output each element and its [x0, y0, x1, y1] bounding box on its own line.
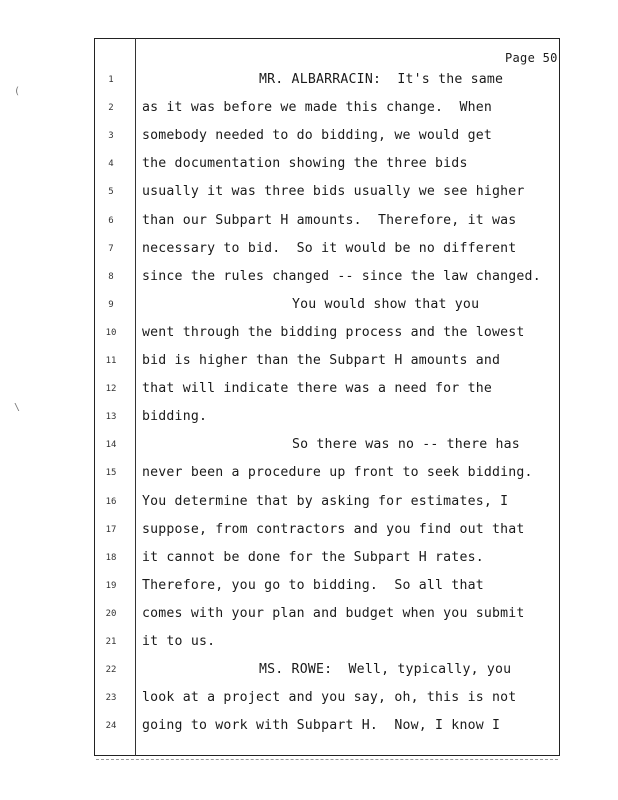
- transcript-line: bid is higher than the Subpart H amounts and: [142, 353, 501, 368]
- line-number: 12: [105, 384, 117, 395]
- transcript-line: MR. ALBARRACIN: It's the same: [259, 72, 504, 87]
- line-number: 23: [105, 693, 117, 704]
- line-number: 10: [105, 327, 117, 338]
- transcript-line: comes with your plan and budget when you submit: [142, 605, 525, 621]
- line-number: 4: [108, 159, 114, 170]
- line-number: 9: [108, 299, 114, 310]
- line-number: 16: [105, 496, 117, 507]
- transcript-line: as it was before we made this change. When: [142, 100, 493, 116]
- line-number: 8: [108, 271, 114, 282]
- line-number: 13: [105, 412, 117, 423]
- line-number: 18: [105, 552, 117, 563]
- page-number: Page 50: [505, 51, 558, 65]
- line-number: 5: [108, 187, 114, 198]
- transcript-line: You determine that by asking for estimates, I: [142, 493, 509, 509]
- line-number-margin-rule: [135, 38, 136, 756]
- transcript-line: somebody needed to do bidding, we would get: [142, 128, 493, 144]
- line-number: 14: [105, 440, 117, 451]
- transcript-line: You would show that you: [292, 296, 480, 312]
- line-number: 3: [108, 131, 114, 142]
- transcript-line: usually it was three bids usually we see higher: [142, 184, 525, 200]
- transcript-line: went through the bidding process and the lowest: [142, 324, 525, 340]
- transcript-line: it cannot be done for the Subpart H rates.: [142, 549, 484, 565]
- transcript-line: Therefore, you go to bidding. So all that: [142, 577, 484, 593]
- line-number: 15: [105, 468, 117, 479]
- line-number: 24: [105, 721, 117, 732]
- line-number: 21: [105, 637, 117, 647]
- line-number: 1: [108, 75, 114, 85]
- transcript-line: that will indicate there was a need for the: [142, 381, 493, 397]
- line-number: 7: [108, 243, 114, 254]
- line-number: 20: [105, 608, 117, 619]
- transcript-line: So there was no -- there has: [292, 437, 520, 453]
- scan-mark: \: [14, 402, 21, 413]
- line-number: 22: [105, 665, 117, 676]
- transcript-line: necessary to bid. So it would be no different: [142, 240, 517, 256]
- transcript-line: the documentation showing the three bids: [142, 156, 468, 172]
- transcript-line: it to us.: [142, 634, 216, 649]
- line-number: 6: [108, 215, 114, 226]
- transcript-line: bidding.: [142, 409, 208, 425]
- transcript-line: than our Subpart H amounts. Therefore, it was: [142, 212, 517, 228]
- transcript-line: going to work with Subpart H. Now, I know I: [142, 718, 501, 734]
- scan-mark: (: [14, 86, 21, 97]
- transcript-line: since the rules changed -- since the law changed.: [142, 268, 541, 284]
- line-number: 2: [108, 103, 114, 114]
- line-number: 11: [105, 356, 117, 366]
- transcript-line: MS. ROWE: Well, typically, you: [259, 662, 512, 678]
- line-number: 17: [105, 524, 117, 535]
- transcript-line: suppose, from contractors and you find out that: [142, 521, 525, 537]
- line-number: 19: [105, 580, 117, 591]
- scan-edge-noise: [96, 759, 558, 760]
- transcript-line: never been a procedure up front to seek bidding.: [142, 465, 533, 481]
- transcript-line: look at a project and you say, oh, this is not: [142, 690, 517, 706]
